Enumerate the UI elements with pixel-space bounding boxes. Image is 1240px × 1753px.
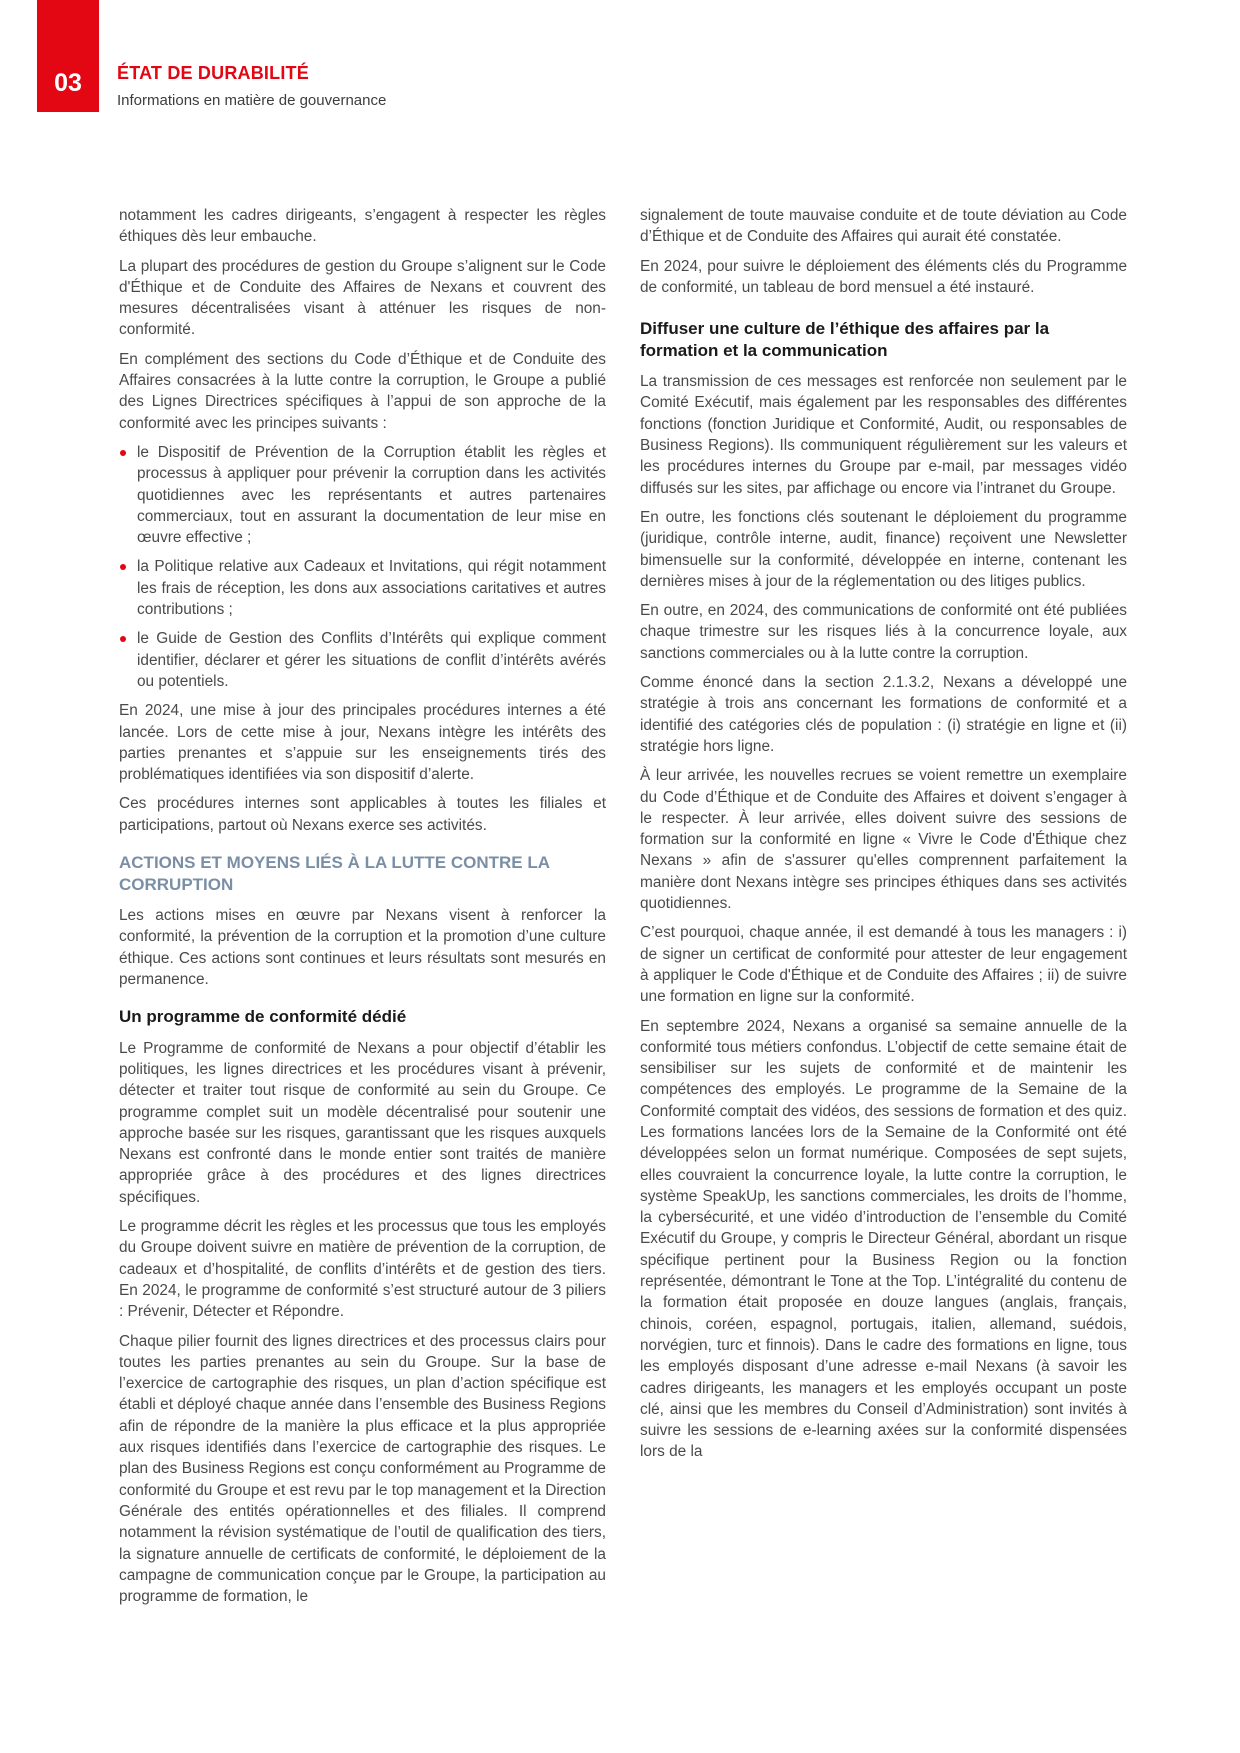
paragraph: À leur arrivée, les nouvelles recrues se voient remettre un exemplaire du Code d’Éthique et de Conduite des Affaires et doivent s’engager à le respecter. À leur arrivée, elles doivent suivre des sessions de formation sur la conformité en ligne « Vivre le Code d'Éthique chez Nexans » afin de s'assurer qu'elles comprennent parfaitement la manière dont Nexans intègre ses principes éthiques dans ses activités quotidiennes.	[640, 767, 1127, 913]
page-section-subtitle: Informations en matière de gouvernance	[117, 92, 387, 109]
subsection-heading: Un programme de conformité dédié	[119, 1007, 407, 1027]
paragraph: Ces procédures internes sont applicables à toutes les filiales et participations, partout où Nexans exerce ses activités.	[119, 795, 606, 834]
paragraph: Les actions mises en œuvre par Nexans visent à renforcer la conformité, la prévention de la corruption et la promotion d’une culture éthique. Ces actions sont continues et leurs résultats sont mesurés en permanence.	[119, 907, 606, 988]
list-item: la Politique relative aux Cadeaux et Invitations, qui régit notamment les frais de réception, les dons aux associations caritatives et autres contributions ;	[119, 556, 606, 620]
section-number: 03	[54, 69, 82, 97]
paragraph: En outre, les fonctions clés soutenant le déploiement du programme (juridique, contrôle interne, audit, finance) reçoivent une Newsletter bimensuelle sur la conformité, développée en interne, contenant les dernières mises à jour de la réglementation ou des litiges publics.	[640, 508, 1127, 590]
page-section-title: ÉTAT DE DURABILITÉ	[117, 63, 309, 83]
guidelines-list	[119, 442, 606, 692]
list-item: le Guide de Gestion des Conflits d’Intérêts qui explique comment identifier, déclarer et gérer les situations de conflit d’intérêts avérés ou potentiels.	[119, 628, 606, 692]
paragraph: C’est pourquoi, chaque année, il est demandé à tous les managers : i) de signer un certificat de conformité pour attester de leur engagement à appliquer le Code d'Éthique et de Conduite des Affaires ; ii) de suivre une formation en ligne sur la conformité.	[640, 924, 1127, 1006]
paragraph: En 2024, une mise à jour des principales procédures internes a été lancée. Lors de cette mise à jour, Nexans intègre les intérêts des parties prenantes et s’appuie sur les enseignements tirés des problématiques identifiées via son dispositif d’alerte.	[119, 702, 606, 784]
paragraph: La plupart des procédures de gestion du Groupe s’alignent sur le Code d'Éthique et de Conduite des Affaires de Nexans et couvrent des mesures décentralisées visant à atténuer les risques de non-conformité.	[119, 257, 606, 339]
paragraph: signalement de toute mauvaise conduite et de toute déviation au Code d’Éthique et de Conduite des Affaires qui aurait été constatée.	[640, 207, 1127, 246]
paragraph: En 2024, pour suivre le déploiement des éléments clés du Programme de conformité, un tableau de bord mensuel a été instauré.	[640, 257, 1127, 296]
right-column	[640, 205, 1127, 1471]
section-heading: ACTIONS ET MOYENS LIÉS À LA LUTTE CONTRE LA CORRUPTION	[119, 853, 550, 894]
paragraph: Comme énoncé dans la section 2.1.3.2, Nexans a développé une stratégie à trois ans concernant les formations de conformité et a identifié des catégories clés de population : (i) stratégie en ligne et (ii) stratégie hors ligne.	[640, 674, 1127, 755]
paragraph: La transmission de ces messages est renforcée non seulement par le Comité Exécutif, mais également par les responsables des différentes fonctions (fonction Juridique et Conformité, Audit, ou responsables de Business Regions). Ils communiquent régulièrement sur les valeurs et les procédures internes du Groupe par e-mail, par messages vidéo diffusés sur les sites, par affichage ou encore via l’intranet du Groupe.	[640, 373, 1127, 497]
list-item: le Dispositif de Prévention de la Corruption établit les règles et processus à appliquer pour prévenir la corruption dans les activités quotidiennes avec les représentants et autres partenaires commerciaux, tout en assurant la documentation de leur mise en œuvre effective ;	[119, 442, 606, 548]
paragraph: Le programme décrit les règles et les processus que tous les employés du Groupe doivent suivre en matière de prévention de la corruption, de cadeaux et d’hospitalité, de conflits d’intérêts et de gestion des tiers. En 2024, le programme de conformité s’est structuré autour de 3 piliers : Prévenir, Détecter et Répondre.	[119, 1218, 606, 1321]
paragraph: Chaque pilier fournit des lignes directrices et des processus clairs pour toutes les parties prenantes au sein du Groupe. Sur la base de l’exercice de cartographie des risques, un plan d’action spécifique est établi et déployé chaque année dans l’ensemble des Business Regions afin de répondre de la manière la plus efficace et la plus appropriée aux risques identifiés dans l’exercice de cartographie des risques. Le plan des Business Regions est conçu conformément au Programme de conformité du Groupe et est revu par le top management et la Direction Générale des entités opérationnelles et des filiales. Il comprend notamment la révision systématique de l’outil de qualification des tiers, la signature annuelle de certificats de conformité, le déploiement de la campagne de communication conçue par le Groupe, la participation au programme de formation, le	[119, 1332, 606, 1606]
subsection-heading: Diffuser une culture de l’éthique des affaires par la formation et la communication	[640, 319, 1050, 360]
section-tab	[37, 0, 99, 112]
paragraph: notamment les cadres dirigeants, s’engagent à respecter les règles éthiques dès leur embauche.	[119, 207, 606, 246]
left-column	[119, 205, 606, 1615]
paragraph: En outre, en 2024, des communications de conformité ont été publiées chaque trimestre sur les risques liés à la concurrence loyale, aux sanctions commerciales ou à la lutte contre la corruption.	[640, 602, 1127, 662]
paragraph: Le Programme de conformité de Nexans a pour objectif d’établir les politiques, les lignes directrices et les procédures visant à prévenir, détecter et traiter tout risque de conformité au sein du Groupe. Ce programme complet suit un modèle décentralisé pour soutenir une approche basée sur les risques, garantissant que les risques auxquels Nexans est confronté dans le monde entier sont traités de manière appropriée grâce à des procédures et des lignes directrices spécifiques.	[119, 1039, 606, 1206]
paragraph: En complément des sections du Code d’Éthique et de Conduite des Affaires consacrées à la lutte contre la corruption, le Groupe a publié des Lignes Directrices spécifiques à l’appui de son approche de la conformité avec les principes suivants :	[119, 350, 606, 432]
paragraph: En septembre 2024, Nexans a organisé sa semaine annuelle de la conformité tous métiers confondus. L’objectif de cette semaine était de sensibiliser sur les sujets de conformité et de maintenir les compétences des employés. Le programme de la Semaine de la Conformité comptait des vidéos, des sessions de formation et des quiz. Les formations lancées lors de la Semaine de la Conformité ont été développées selon un format numérique. Composées de sept sujets, elles couvraient la concurrence loyale, la lutte contre la corruption, le système SpeakUp, les sanctions commerciales, les droits de l’homme, la cybersécurité, et une vidéo d’introduction de l’ensemble du Comité Exécutif du Groupe, y compris le Directeur Général, abordant un risque spécifique pertinent pour la Business Region ou la fonction représentée, démontrant le Tone at the Top. L’intégralité du contenu de la formation était proposée en douze langues (anglais, français, chinois, coréen, espagnol, portugais, italien, allemand, suédois, norvégien, turc et finnois). Dans le cadre des formations en ligne, tous les employés disposant d’une adresse e-mail Nexans (à savoir les cadres dirigeants, les managers et les employés occupant un poste clé, ainsi que les membres du Conseil d’Administration) sont invités à suivre les sessions de e-learning axées sur la conformité dispensées lors de la	[640, 1017, 1127, 1461]
